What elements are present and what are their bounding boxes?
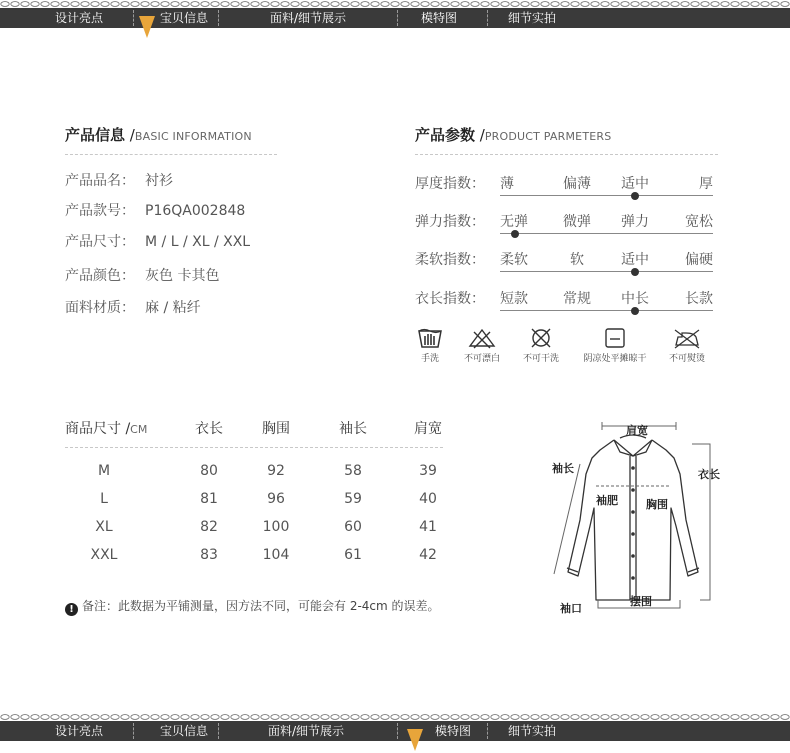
param-option: 常规 — [563, 291, 591, 307]
param-row — [415, 211, 715, 241]
param-track — [500, 310, 713, 311]
param-row — [415, 288, 715, 318]
param-option: 长款 — [685, 291, 713, 307]
param-option: 偏薄 — [563, 176, 591, 192]
product-info-title: 产品信息 /BASIC INFORMATION — [65, 126, 252, 144]
size-cell: 39 — [419, 463, 437, 479]
param-label: 厚度指数： — [415, 176, 485, 192]
active-marker-icon — [139, 16, 155, 38]
size-cell: 104 — [262, 547, 290, 563]
param-option: 偏硬 — [685, 252, 713, 268]
param-option: 无弹 — [500, 214, 528, 230]
active-marker-icon — [407, 729, 423, 751]
nav-item-model[interactable]: 模特图 — [435, 724, 472, 738]
no-iron-icon — [672, 327, 702, 349]
param-label: 柔软指数： — [415, 252, 485, 268]
size-row-label: XXL — [90, 547, 118, 563]
size-cell: 40 — [419, 491, 437, 507]
size-cell: 61 — [344, 547, 362, 563]
param-label: 弹力指数： — [415, 214, 485, 230]
param-option: 厚 — [699, 176, 713, 192]
param-row — [415, 173, 715, 203]
param-option: 中长 — [621, 291, 649, 307]
nav-item-detail[interactable]: 细节实拍 — [508, 724, 557, 738]
nav-item-model[interactable]: 模特图 — [421, 11, 458, 25]
warning-icon: ! — [65, 603, 78, 616]
label-cuff: 袖口 — [560, 602, 582, 615]
product-params-title: 产品参数 /PRODUCT PARMETERS — [415, 126, 612, 144]
size-cell: 100 — [262, 519, 290, 535]
info-row-sku: 产品款号： P16QA002848 — [65, 203, 246, 219]
info-row-size: 产品尺寸： M / L / XL / XXL — [65, 234, 251, 250]
chain-border — [0, 713, 790, 721]
size-column-header: 袖长 — [339, 421, 367, 437]
param-selected-dot — [631, 307, 639, 315]
size-cell: 92 — [267, 463, 285, 479]
nav-item-product-info[interactable]: 宝贝信息 — [160, 11, 209, 25]
care-no-dry-clean: 不可干洗 — [516, 327, 566, 364]
param-selected-dot — [631, 268, 639, 276]
size-cell: 83 — [200, 547, 218, 563]
size-cell: 82 — [200, 519, 218, 535]
size-row-label: M — [97, 463, 111, 479]
nav-item-fabric[interactable]: 面料/细节展示 — [268, 724, 345, 738]
care-line-dry: 阴凉处平摊晾干 — [575, 327, 655, 364]
size-cell: 81 — [200, 491, 218, 507]
no-bleach-icon — [468, 327, 496, 349]
size-cell: 80 — [200, 463, 218, 479]
label-sleeve: 袖长 — [552, 462, 574, 475]
param-option: 宽松 — [685, 214, 713, 230]
chain-border — [0, 0, 790, 8]
care-no-iron: 不可熨烫 — [662, 327, 712, 364]
param-track — [500, 271, 713, 272]
care-hand-wash: 手洗 — [413, 327, 447, 364]
size-table-header: 商品尺寸 /CM — [65, 421, 148, 437]
size-cell: 41 — [419, 519, 437, 535]
param-selected-dot — [631, 192, 639, 200]
label-hem: 摆围 — [630, 595, 652, 608]
nav-item-product-info[interactable]: 宝贝信息 — [160, 724, 209, 738]
label-shoulder: 肩宽 — [626, 424, 648, 437]
param-option: 软 — [570, 252, 584, 268]
size-cell: 59 — [344, 491, 362, 507]
param-label: 衣长指数： — [415, 291, 485, 307]
info-row-material: 面料材质： 麻 / 粘纤 — [65, 300, 201, 316]
size-row-label: XL — [95, 519, 113, 535]
care-no-bleach: 不可漂白 — [457, 327, 507, 364]
info-row-name: 产品品名： 衬衫 — [65, 173, 173, 189]
label-armhole: 袖肥 — [596, 494, 618, 507]
info-row-color: 产品颜色： 灰色 卡其色 — [65, 268, 220, 284]
size-column-header: 肩宽 — [414, 421, 442, 437]
size-cell: 96 — [267, 491, 285, 507]
param-option: 柔软 — [500, 252, 528, 268]
param-track — [500, 233, 713, 234]
size-cell: 60 — [344, 519, 362, 535]
param-option: 短款 — [500, 291, 528, 307]
nav-item-fabric[interactable]: 面料/细节展示 — [270, 11, 347, 25]
size-cell: 42 — [419, 547, 437, 563]
line-dry-shade-icon — [603, 327, 627, 349]
size-column-header: 胸围 — [262, 421, 290, 437]
no-dry-clean-icon — [529, 327, 553, 349]
shirt-measurement-diagram — [540, 410, 730, 620]
top-nav-bar — [0, 0, 790, 28]
nav-item-design[interactable]: 设计亮点 — [55, 724, 104, 738]
size-column-header: 衣长 — [195, 421, 223, 437]
param-track — [500, 195, 713, 196]
hand-wash-icon — [417, 327, 443, 349]
size-note: ! 备注：此数据为平铺测量，因方法不同，可能会有 2-4cm 的误差。 — [65, 597, 440, 616]
nav-item-design[interactable]: 设计亮点 — [55, 11, 104, 25]
nav-item-detail[interactable]: 细节实拍 — [508, 11, 557, 25]
param-option: 薄 — [500, 176, 514, 192]
param-selected-dot — [511, 230, 519, 238]
label-length: 衣长 — [698, 468, 720, 481]
label-chest: 胸围 — [646, 498, 668, 511]
param-option: 弹力 — [621, 214, 649, 230]
param-row — [415, 249, 715, 279]
param-option: 适中 — [621, 252, 649, 268]
size-cell: 58 — [344, 463, 362, 479]
param-option: 微弹 — [563, 214, 591, 230]
param-option: 适中 — [621, 176, 649, 192]
bottom-nav-bar — [0, 713, 790, 741]
size-row-label: L — [100, 491, 108, 507]
